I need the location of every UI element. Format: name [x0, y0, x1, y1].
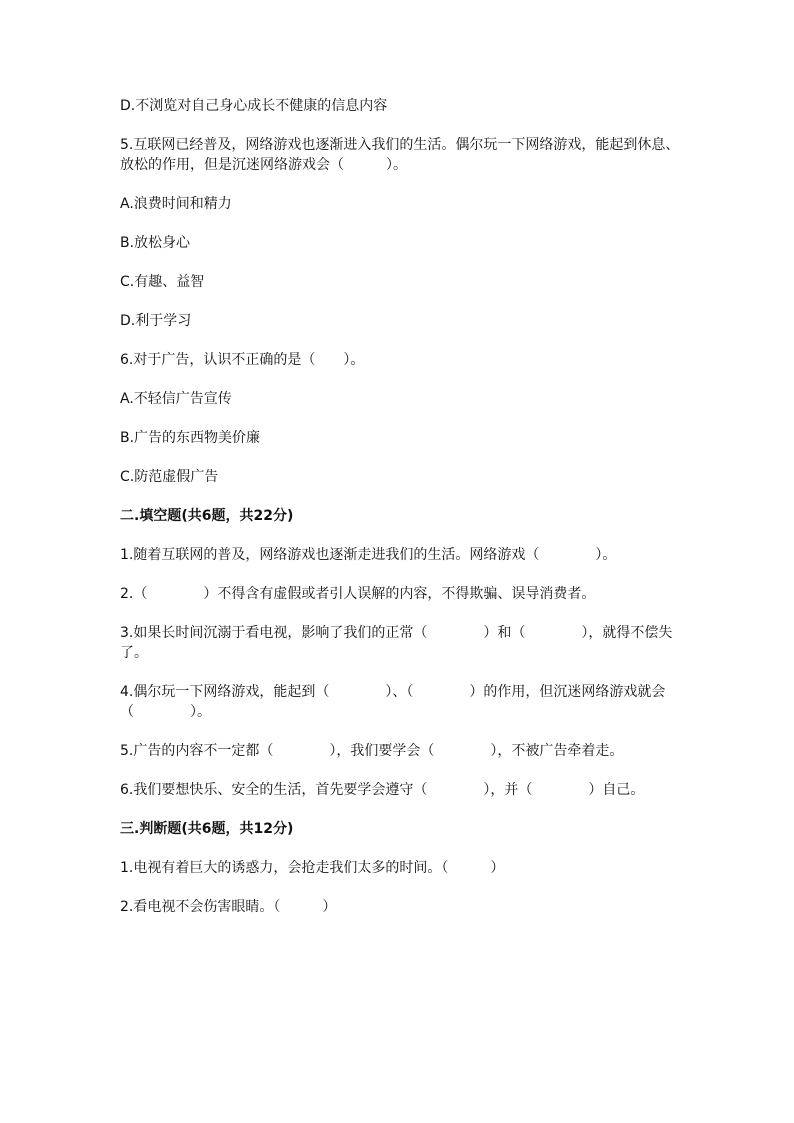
question-5-stem: 5.互联网已经普及，网络游戏也逐渐进入我们的生活。偶尔玩一下网络游戏，能起到休息、放松的作用，但是沉迷网络游戏会（ ）。 — [120, 137, 680, 173]
fill-blank-item-1: 1.随着互联网的普及，网络游戏也逐渐走进我们的生活。网络游戏（ ）。 — [120, 547, 617, 563]
question-6-stem: 6.对于广告，认识不正确的是（ ）。 — [120, 352, 365, 368]
fill-blank-item-2: 2.（ ）不得含有虚假或者引人误解的内容，不得欺骗、误导消费者。 — [120, 586, 596, 602]
fill-blank-item-5: 5.广告的内容不一定都（ ），我们要学会（ ），不被广告牵着走。 — [120, 743, 624, 759]
section-true-false-title: 三.判断题(共6题，共12分) — [120, 821, 294, 837]
fill-blank-item-4: 4.偶尔玩一下网络游戏，能起到（ ）、（ ）的作用，但沉迷网络游戏就会（ ）。 — [120, 684, 666, 720]
true-false-item-2: 2.看电视不会伤害眼睛。（ ） — [120, 899, 337, 915]
q5-option-d: D.利于学习 — [120, 313, 192, 329]
fill-blank-item-3: 3.如果长时间沉溺于看电视，影响了我们的正常（ ）和（ ），就得不偿失了。 — [120, 625, 673, 661]
fill-blank-item-6: 6.我们要想快乐、安全的生活，首先要学会遵守（ ），并（ ）自己。 — [120, 782, 645, 798]
q4-option-d: D.不浏览对自己身心成长不健康的信息内容 — [120, 98, 388, 114]
q5-option-b: B.放松身心 — [120, 235, 191, 251]
q6-option-b: B.广告的东西物美价廉 — [120, 430, 261, 446]
q6-option-a: A.不轻信广告宣传 — [120, 391, 232, 407]
true-false-item-1: 1.电视有着巨大的诱惑力，会抢走我们太多的时间。（ ） — [120, 860, 505, 876]
section-fill-blank-title: 二.填空题(共6题，共22分) — [120, 508, 294, 524]
q5-option-c: C.有趣、益智 — [120, 274, 205, 290]
q5-option-a: A.浪费时间和精力 — [120, 196, 232, 212]
exam-page — [120, 96, 680, 936]
q6-option-c: C.防范虚假广告 — [120, 469, 219, 485]
